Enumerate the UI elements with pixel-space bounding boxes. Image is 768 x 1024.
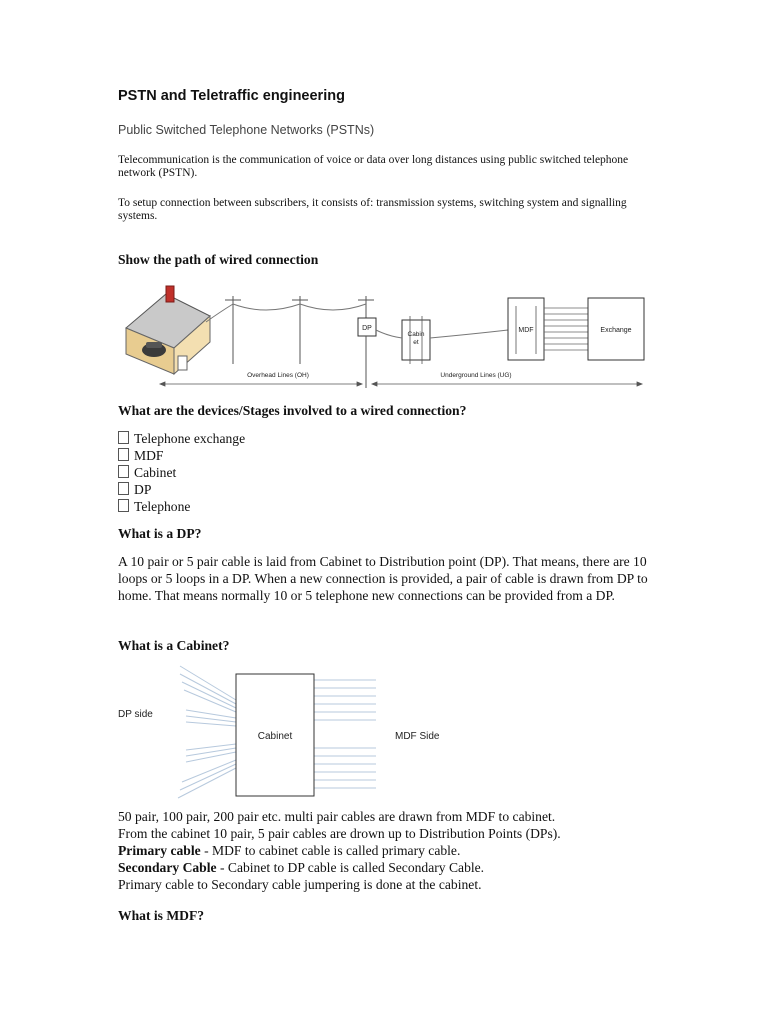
- secondary-cable-line: [118, 859, 678, 876]
- heading-what-is-dp: What is a DP?: [118, 526, 202, 541]
- bullet-icon: [118, 431, 129, 444]
- bullet-icon: [118, 482, 129, 495]
- list-item: DP: [118, 481, 245, 498]
- list-item: Telephone exchange: [118, 430, 245, 447]
- bullet-icon: [118, 499, 129, 512]
- heading-what-is-cabinet: What is a Cabinet?: [118, 638, 230, 653]
- list-item: Cabinet: [118, 464, 245, 481]
- cabinet-diagram: [118, 660, 478, 808]
- mdf-side-lines: [314, 680, 376, 788]
- dp-side-fan-lines: [178, 666, 236, 798]
- secondary-cable-label: Secondary Cable: [118, 860, 217, 875]
- dp-paragraph: A 10 pair or 5 pair cable is laid from Cabinet to Distribution point (DP). That means, there are 10 loops or 5 loops in a DP. When a new connection is provided, a pair of cable is drawn from DP to home. That means normally 10 or 5 telephone new connections can be provided from a DP.: [118, 554, 648, 603]
- heading-what-is-mdf: What is MDF?: [118, 908, 205, 923]
- cabinet-explanation: [118, 808, 678, 893]
- devices-list: [118, 430, 245, 515]
- wired-connection-diagram: [118, 276, 648, 392]
- document-subtitle: Public Switched Telephone Networks (PSTNs): [118, 123, 375, 137]
- primary-cable-label: Primary cable: [118, 843, 201, 858]
- mdf-label: MDF: [518, 327, 534, 334]
- intro-paragraph-1: Telecommunication is the communication of voice or data over long distances using public switched telephone network (PSTN).: [118, 154, 629, 179]
- heading-wired-path: Show the path of wired connection: [118, 252, 319, 267]
- bullet-icon: [118, 465, 129, 478]
- secondary-cable-text: - Cabinet to DP cable is called Secondary Cable.: [216, 860, 485, 875]
- mdf-side-label: MDF Side: [395, 731, 440, 742]
- cabinet-line-1: 50 pair, 100 pair, 200 pair etc. multi pair cables are drawn from MDF to cabinet.: [118, 809, 556, 824]
- primary-cable-text: - MDF to cabinet cable is called primary cable.: [200, 843, 461, 858]
- primary-cable-line: [118, 842, 678, 859]
- cabinet-line-5: Primary cable to Secondary cable jumpering is done at the cabinet.: [118, 877, 482, 892]
- overhead-lines-label: Overhead Lines (OH): [247, 372, 309, 379]
- exchange-label: Exchange: [600, 327, 632, 334]
- underground-lines-label: Underground Lines (UG): [440, 372, 512, 379]
- list-item: Telephone: [118, 498, 245, 515]
- cabinet-label: Cabinet: [257, 731, 293, 742]
- heading-devices: What are the devices/Stages involved to a wired connection?: [118, 403, 467, 418]
- document-title: PSTN and Teletraffic engineering: [118, 88, 345, 104]
- bullet-icon: [118, 448, 129, 461]
- list-item: MDF: [118, 447, 245, 464]
- dp-label: DP: [362, 325, 372, 332]
- cabinet-line-2: From the cabinet 10 pair, 5 pair cables are drown up to Distribution Points (DPs).: [118, 826, 561, 841]
- cabinet-label-line2: et: [413, 339, 419, 346]
- cabinet-label-line1: Cabin: [407, 331, 425, 338]
- intro-paragraph-2: To setup connection between subscribers, it consists of: transmission systems, switching system and signalling systems.: [118, 197, 627, 222]
- dp-side-label: DP side: [118, 709, 153, 720]
